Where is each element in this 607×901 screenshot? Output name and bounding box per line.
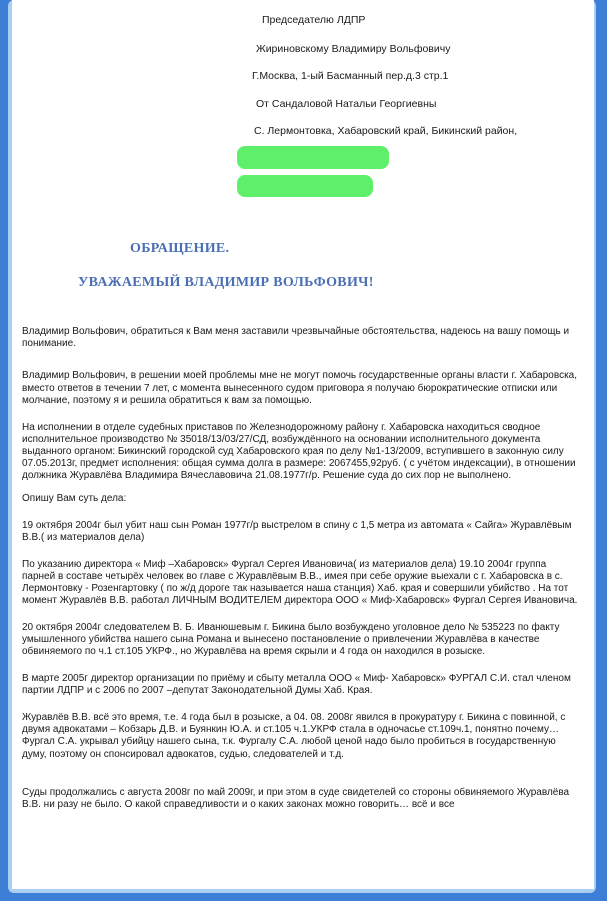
paragraph: Владимир Вольфович, обратиться к Вам меня заставили чрезвычайные обстоятельства, надеюсь на вашу помощь и понимание. xyxy=(22,326,570,350)
paragraph: Владимир Вольфович, в решении моей проблемы мне не могут помочь государственные органы власти г. Хабаровска, вместо ответов в течении 7 лет, с момента вынесенного судом приговора я получаю бюрократические отписки или молчание, поэтому я и решила обратиться к вам за помощью. xyxy=(22,370,578,406)
document-heading: ОБРАЩЕНИЕ. xyxy=(130,241,230,256)
addressee-address: Г.Москва, 1-ый Басманный пер.д.3 стр.1 xyxy=(252,70,449,82)
page-frame xyxy=(8,0,596,893)
letter-body xyxy=(22,326,582,826)
paragraph: Журавлёв В.В. всё это время, т.е. 4 года был в розыске, а 04. 08. 2008г явился в прокуратуру г. Бикина с повинной, с двумя адвокатами – Кобзарь Д.В. и Буянкин Ю.А. и ст.105 ч.1.УКРФ стала в одночасье ст.109ч.1, понятно почему…Фургал С.А. укрывал убийцу нашего сына, т.к. Фургалу С.А. любой ценой надо было пробиться в государственную думу, поэтому он спонсировал адвокатов, судью, следователей и т.д. xyxy=(22,711,566,760)
addressee-name: Жириновскому Владимиру Вольфовичу xyxy=(256,43,451,55)
document-page xyxy=(12,0,594,889)
addressee-title: Председателю ЛДПР xyxy=(262,14,366,26)
paragraph: В марте 2005г директор организации по приёму и сбыту металла ООО « Миф- Хабаровск» ФУРГАЛ С.И. стал членом партии ЛДПР и с 2006 по 2007 –депутат Законодательной Думы Хаб. Края. xyxy=(22,673,571,697)
paragraph: По указанию директора « Миф –Хабаровск» Фургал Сергея Ивановича( из материалов дела) 19.10 2004г группа парней в составе четырёх человек во главе с Журавлёвым В.В., имея при себе оружие выехали с г. Хабаровска в с. Лермонтовку - Розенгартовку ( по ж/д дороге так называется наша станция) Хаб. края и совершили убийство . На тот момент Журавлёв В.В. работал ЛИЧНЫМ ВОДИТЕЛЕМ директора ООО « Миф-Хабаровск» Фургал Сергея Ивановича. xyxy=(22,558,578,607)
paragraph: 20 октября 2004г следователем В. Б. Иванюшевым г. Бикина было возбуждено уголовное дело № 535223 по факту умышленного убийства нашего сына Романа и вынесено постановление о привлечении Журавлёва в качестве обвиняемого по ч.1 ст.105 УКРФ., но Журавлёва на время скрыли и 4 года он находился в розыске. xyxy=(22,621,560,658)
salutation: УВАЖАЕМЫЙ ВЛАДИМИР ВОЛЬФОВИЧ! xyxy=(78,275,374,290)
redaction-mark-1 xyxy=(237,146,389,169)
paragraph: 19 октября 2004г был убит наш сын Роман 1977г/р выстрелом в спину с 1,5 метра из автомата « Сайга» Журавлёвым В.В.( из материалов дела) xyxy=(22,519,572,543)
sender-name: От Сандаловой Натальи Георгиевны xyxy=(256,98,437,110)
paragraph: На исполнении в отделе судебных приставов по Железнодорожному району г. Хабаровска находиться сводное исполнительное производство № 35018/13/03/27/СД, возбуждённого на основании исполнительного документа выданного органом: Бикинский городской суд Хабаровского края по делу №1-13/2009, вступившего в законную силу 07.05.2013г, предмет исполнения: общая сумма долга в размере: 2067455,92руб. ( с учётом индексации), в отношении должника Журавлёва Владимира Вячеславовича 21.08.1977г/р. Решение суда до сих пор не выполнено. xyxy=(22,421,576,482)
paragraph: Суды продолжались с августа 2008г по май 2009г, и при этом в суде свидетелей со стороны обвиняемого Журавлёва В.В. ни разу не было. О какой справедливости и о каких законах можно говорить… всё и все xyxy=(22,786,570,810)
paragraph: Опишу Вам суть дела: xyxy=(22,493,127,505)
redaction-mark-2 xyxy=(237,175,373,197)
sender-address: С. Лермонтовка, Хабаровский край, Бикинский район, xyxy=(254,125,518,137)
